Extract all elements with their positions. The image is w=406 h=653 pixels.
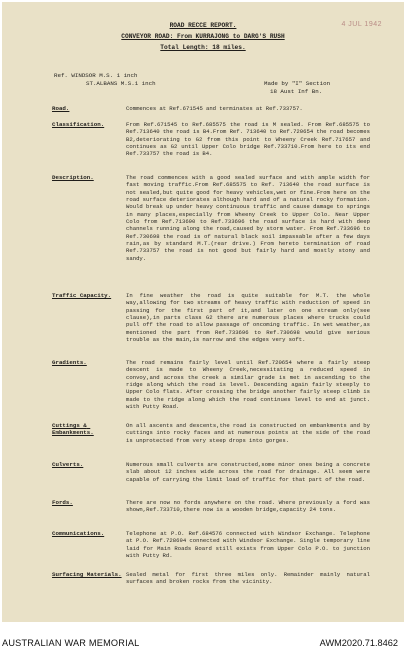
section-text: From Ref.671545 to Ref.685575 the road is M sealed. From Ref.685575 to Ref.713640 the road is B4.From Ref. 713640 to Ref.720654 the road becomes B2,deteriorating to G2 from this point to Wheeny Creek Ref.717657 and continues as G2 until Upper Colo bridge Ref.733710.From here to its end Ref.733757 the road is B4. (126, 121, 370, 158)
section-label: Classification. (52, 121, 105, 128)
report-subtitle: CONVEYOR ROAD: From KURRAJONG to DARG'S RUSH (121, 33, 285, 40)
section-gradients (52, 359, 370, 410)
section-label: Description. (52, 174, 94, 181)
date-stamp: 4 JUL 1942 (341, 21, 382, 28)
section-text: Telephone at P.O. Ref.684576 connected with Windsor Exchange. Telephone at P.O. Ref.728694 connected with Windsor Exchange. Single temporary line laid for Main Roads Board still exists from Upper Colo P.O. to junction with Putty Rd. (126, 530, 370, 560)
section-text: There are now no fords anywhere on the road. Where previously a ford was shown,Ref.733710,there now is a wooden bridge,capacity 24 tons. (126, 499, 370, 514)
section-text: Sealed metal for first three miles only. Remainder mainly natural surfaces and broken rocks from the vicinity. (126, 571, 370, 586)
section-label: Fords. (52, 499, 73, 506)
map-ref-1: Ref. WINDSOR M.S. 1 inch (54, 72, 138, 79)
section-text: Numerous small culverts are constructed,some minor ones being a concrete slab about 12 inches wide across the road for drainage. All seem were capable of carrying the limit load of traffic for that part of the road. (126, 461, 370, 483)
section-communications (52, 530, 370, 559)
section-culverts (52, 461, 370, 483)
section-cuttings (52, 422, 370, 444)
document-page (2, 2, 404, 622)
archive-footer (0, 624, 406, 653)
map-ref-2: ST.ALBANS M.S.1 inch (86, 80, 156, 87)
section-text: Commences at Ref.671545 and terminates at Ref.733757. (126, 105, 303, 112)
section-label: Surfacing Materials. (52, 571, 122, 578)
made-by-1: Made by "I" Section (264, 80, 331, 87)
total-length: Total Length: 18 miles. (160, 44, 246, 51)
section-label: Cuttings & Embankments. (52, 422, 94, 437)
section-road (52, 105, 370, 112)
section-label: Traffic Capacity. (52, 292, 112, 299)
section-text: On all ascents and descents,the road is constructed on embankments and by cuttings into rocky faces and at numerous points at the side of the road is unprotected from very steep drops into gorges. (126, 422, 370, 444)
archive-name: AUSTRALIAN WAR MEMORIAL (2, 638, 140, 648)
accession-number: AWM2020.71.8462 (319, 638, 398, 648)
made-by-2: 18 Aust Inf Bn. (270, 88, 323, 95)
section-text: The road remains fairly level until Ref.720654 where a fairly steep descent is made to Wheeny Creek,necessitating a reduced speed in convoy,and across the creek a similar grade is met in ascending to the ridge along which the road is level. Descending again fairly steeply to Upper Colo flats. After crossing the bridge another fairly steep climb is made to the ridge along which the road continues level to end at junct. with Putty Road. (126, 359, 370, 411)
section-traffic-capacity (52, 292, 370, 343)
section-description (52, 174, 370, 262)
section-text: In fine weather the road is quite suitable for M.T. the whole way,allowing for two streams of heavy traffic with reduction of speed in passing for the first part of it,and later on one stream only(see clause),in parts class G2 there are numerous places where trucks could pull off the road to allow passage of oncoming traffic. In wet weather,as mentioned the part from Ref.733696 to Ref.730698 would give serious trouble as the main,is narrow and the edges very soft. (126, 292, 370, 344)
section-fords (52, 499, 370, 514)
section-text: The road commences with a good sealed surface and with ample width for fast moving traffic.From Ref.685575 to Ref. 713640 the road surface is not sealed,but quite good for heavy vehicles,wet or fine.From here on the road surface deteriorates although hard and of a natural rocky formation. Would break up under heavy continuous traffic and cause damage to springs in many places,especially from Wheeny Creek to Upper Colo. Near Upper Colo from Ref.713690 to Ref.733696 the road surface is hard with deep channels running along the road,caused by storm water. From Ref.733696 to Ref.730698 the road is of natural black soil impassable after a few days rain,as by standard M.T.(rear drive.) From hereto termination of road Ref.733757 the road is not good but fairly hard and mostly stony and sandy. (126, 174, 370, 262)
section-classification (52, 121, 370, 158)
section-label: Communications. (52, 530, 105, 537)
section-label: Road. (52, 105, 70, 112)
report-title: ROAD RECCE REPORT. (169, 22, 237, 29)
section-label: Gradients. (52, 359, 87, 366)
section-surfacing (52, 571, 370, 586)
section-label: Culverts. (52, 461, 84, 468)
